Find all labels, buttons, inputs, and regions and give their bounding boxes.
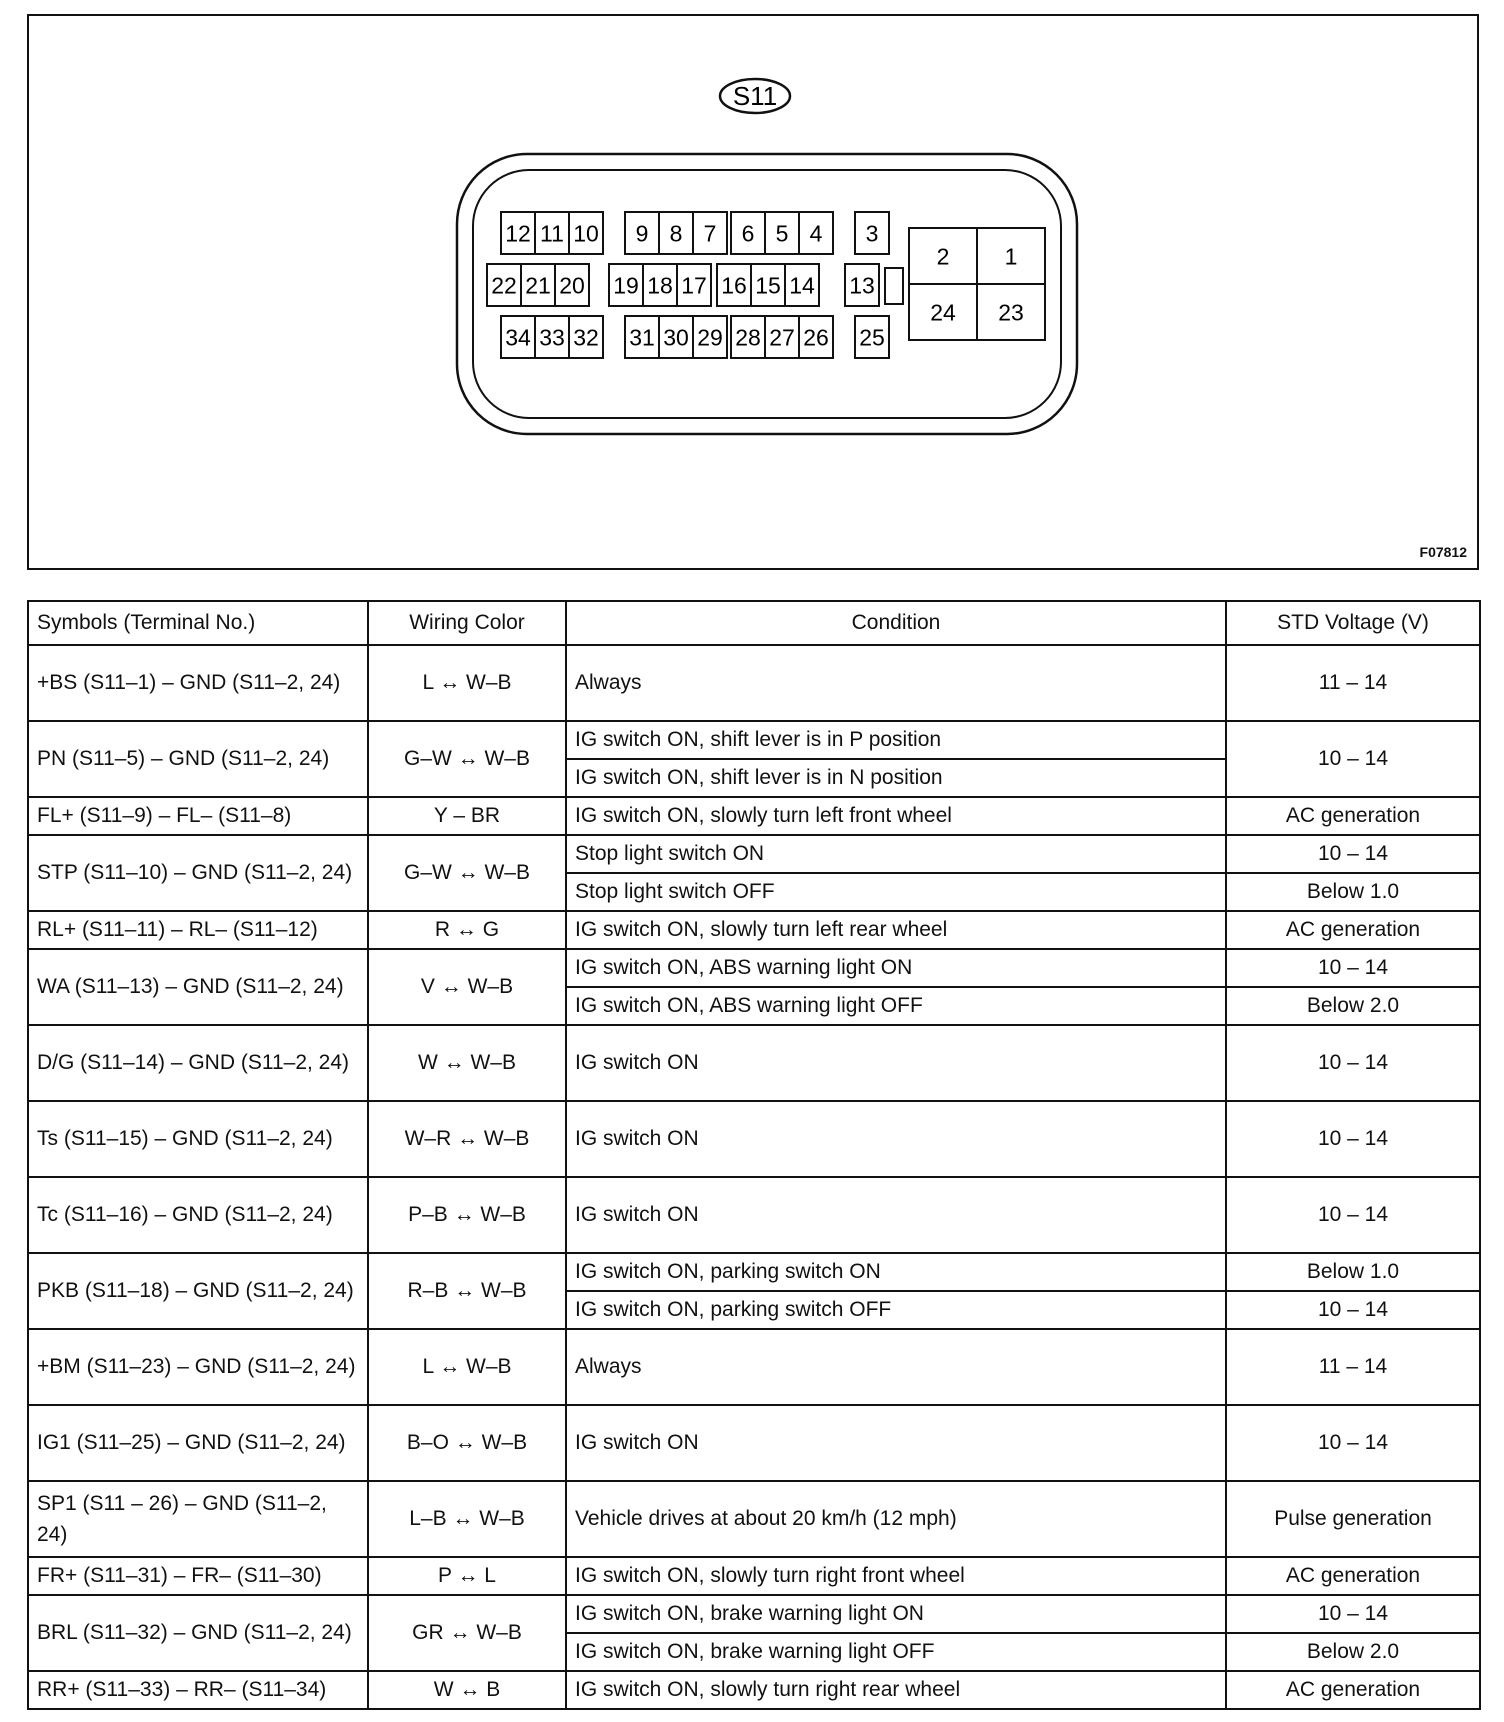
wiring-color-cell: R ↔ G xyxy=(368,911,566,949)
symbol-cell: FL+ (S11–9) – FL– (S11–8) xyxy=(28,797,368,835)
std-voltage-cell: 10 – 14 xyxy=(1226,949,1480,987)
std-voltage-cell: 10 – 14 xyxy=(1226,1177,1480,1253)
pin-17: 17 xyxy=(681,272,707,299)
symbol-cell: D/G (S11–14) – GND (S11–2, 24) xyxy=(28,1025,368,1101)
pin-28: 28 xyxy=(735,324,761,351)
symbol-cell: RR+ (S11–33) – RR– (S11–34) xyxy=(28,1671,368,1709)
pin-13: 13 xyxy=(849,272,875,299)
table-row xyxy=(28,1405,1480,1481)
table-row xyxy=(28,911,1480,949)
header-wiring-color: Wiring Color xyxy=(368,601,566,645)
table-row xyxy=(28,1253,1480,1291)
std-voltage-cell: 11 – 14 xyxy=(1226,645,1480,721)
pin-11: 11 xyxy=(540,220,564,247)
pin-19: 19 xyxy=(613,272,639,299)
terminal-voltage-table xyxy=(27,600,1481,1710)
pin-23: 23 xyxy=(998,299,1024,326)
connector-diagram-panel xyxy=(27,14,1479,570)
wiring-color-cell: GR ↔ W–B xyxy=(368,1595,566,1671)
std-voltage-cell: 10 – 14 xyxy=(1226,1101,1480,1177)
condition-cell: IG switch ON xyxy=(566,1101,1226,1177)
header-condition: Condition xyxy=(566,601,1226,645)
pin-2: 2 xyxy=(936,243,950,270)
wiring-color-cell: B–O ↔ W–B xyxy=(368,1405,566,1481)
condition-cell: IG switch ON, slowly turn left front wheel xyxy=(566,797,1226,835)
symbol-cell: PKB (S11–18) – GND (S11–2, 24) xyxy=(28,1253,368,1329)
wiring-color-cell: P ↔ L xyxy=(368,1557,566,1595)
table-header-row xyxy=(28,601,1480,645)
pin-6: 6 xyxy=(741,220,755,247)
condition-cell: Always xyxy=(566,645,1226,721)
condition-cell: IG switch ON, brake warning light ON xyxy=(566,1595,1226,1633)
symbol-cell: Ts (S11–15) – GND (S11–2, 24) xyxy=(28,1101,368,1177)
table-row xyxy=(28,1481,1480,1557)
pin-26: 26 xyxy=(803,324,829,351)
pin-12: 12 xyxy=(505,220,531,247)
pin-9: 9 xyxy=(635,220,649,247)
wiring-color-cell: L ↔ W–B xyxy=(368,645,566,721)
std-voltage-cell: 10 – 14 xyxy=(1226,835,1480,873)
std-voltage-cell: 10 – 14 xyxy=(1226,721,1480,797)
symbol-cell: PN (S11–5) – GND (S11–2, 24) xyxy=(28,721,368,797)
std-voltage-cell: 10 – 14 xyxy=(1226,1595,1480,1633)
std-voltage-cell: 10 – 14 xyxy=(1226,1291,1480,1329)
symbol-cell: WA (S11–13) – GND (S11–2, 24) xyxy=(28,949,368,1025)
symbol-cell: +BS (S11–1) – GND (S11–2, 24) xyxy=(28,645,368,721)
pin-3: 3 xyxy=(865,220,879,247)
pin-1: 1 xyxy=(1004,243,1018,270)
pin-20: 20 xyxy=(559,272,585,299)
pin-4: 4 xyxy=(809,220,823,247)
std-voltage-cell: AC generation xyxy=(1226,1671,1480,1709)
pin-22: 22 xyxy=(491,272,517,299)
condition-cell: IG switch ON, brake warning light OFF xyxy=(566,1633,1226,1671)
condition-cell: IG switch ON, slowly turn left rear wheel xyxy=(566,911,1226,949)
table-row xyxy=(28,835,1480,873)
condition-cell: IG switch ON, slowly turn right front wheel xyxy=(566,1557,1226,1595)
condition-cell: IG switch ON, parking switch ON xyxy=(566,1253,1226,1291)
symbol-cell: IG1 (S11–25) – GND (S11–2, 24) xyxy=(28,1405,368,1481)
condition-cell: Stop light switch ON xyxy=(566,835,1226,873)
std-voltage-cell: 10 – 14 xyxy=(1226,1025,1480,1101)
condition-cell: IG switch ON, slowly turn right rear wheel xyxy=(566,1671,1226,1709)
table-row xyxy=(28,721,1480,759)
wiring-color-cell: Y – BR xyxy=(368,797,566,835)
connector-label: S11 xyxy=(732,81,778,111)
std-voltage-cell: AC generation xyxy=(1226,797,1480,835)
symbol-cell: SP1 (S11 – 26) – GND (S11–2, 24) xyxy=(28,1481,368,1557)
condition-cell: Vehicle drives at about 20 km/h (12 mph) xyxy=(566,1481,1226,1557)
table-row xyxy=(28,1329,1480,1405)
pin-29: 29 xyxy=(697,324,723,351)
wiring-color-cell: G–W ↔ W–B xyxy=(368,721,566,797)
symbol-cell: RL+ (S11–11) – RL– (S11–12) xyxy=(28,911,368,949)
pin-24: 24 xyxy=(930,299,956,326)
pin-15: 15 xyxy=(755,272,781,299)
std-voltage-cell: Below 1.0 xyxy=(1226,1253,1480,1291)
std-voltage-cell: Below 2.0 xyxy=(1226,1633,1480,1671)
header-symbols: Symbols (Terminal No.) xyxy=(28,601,368,645)
wiring-color-cell: V ↔ W–B xyxy=(368,949,566,1025)
table-row xyxy=(28,1671,1480,1709)
wiring-color-cell: W ↔ W–B xyxy=(368,1025,566,1101)
symbol-cell: BRL (S11–32) – GND (S11–2, 24) xyxy=(28,1595,368,1671)
connector-s11-diagram xyxy=(29,16,1477,568)
table-row xyxy=(28,1557,1480,1595)
condition-cell: IG switch ON, parking switch OFF xyxy=(566,1291,1226,1329)
pin-10: 10 xyxy=(573,220,599,247)
wiring-color-cell: R–B ↔ W–B xyxy=(368,1253,566,1329)
condition-cell: IG switch ON xyxy=(566,1405,1226,1481)
table-row xyxy=(28,797,1480,835)
condition-cell: IG switch ON, shift lever is in N position xyxy=(566,759,1226,797)
condition-cell: Always xyxy=(566,1329,1226,1405)
condition-cell: IG switch ON xyxy=(566,1177,1226,1253)
wiring-color-cell: W–R ↔ W–B xyxy=(368,1101,566,1177)
wiring-color-cell: L–B ↔ W–B xyxy=(368,1481,566,1557)
pin-7: 7 xyxy=(703,220,717,247)
connector-pins xyxy=(487,212,1045,358)
pin-33: 33 xyxy=(539,324,565,351)
table-row xyxy=(28,1177,1480,1253)
symbol-cell: FR+ (S11–31) – FR– (S11–30) xyxy=(28,1557,368,1595)
condition-cell: IG switch ON, ABS warning light ON xyxy=(566,949,1226,987)
pin-21: 21 xyxy=(525,272,551,299)
std-voltage-cell: 10 – 14 xyxy=(1226,1405,1480,1481)
header-std-voltage: STD Voltage (V) xyxy=(1226,601,1480,645)
std-voltage-cell: Pulse generation xyxy=(1226,1481,1480,1557)
wiring-color-cell: W ↔ B xyxy=(368,1671,566,1709)
std-voltage-cell: AC generation xyxy=(1226,1557,1480,1595)
std-voltage-cell: Below 1.0 xyxy=(1226,873,1480,911)
std-voltage-cell: 11 – 14 xyxy=(1226,1329,1480,1405)
figure-code: F07812 xyxy=(1419,544,1467,560)
pin-8: 8 xyxy=(669,220,683,247)
condition-cell: IG switch ON, shift lever is in P position xyxy=(566,721,1226,759)
symbol-cell: +BM (S11–23) – GND (S11–2, 24) xyxy=(28,1329,368,1405)
table-row xyxy=(28,645,1480,721)
pin-5: 5 xyxy=(775,220,789,247)
pin-34: 34 xyxy=(505,324,531,351)
condition-cell: IG switch ON xyxy=(566,1025,1226,1101)
empty-cavity xyxy=(885,268,903,304)
condition-cell: Stop light switch OFF xyxy=(566,873,1226,911)
pin-27: 27 xyxy=(769,324,795,351)
pin-32: 32 xyxy=(573,324,599,351)
symbol-cell: STP (S11–10) – GND (S11–2, 24) xyxy=(28,835,368,911)
pin-25: 25 xyxy=(859,324,885,351)
std-voltage-cell: Below 2.0 xyxy=(1226,987,1480,1025)
std-voltage-cell: AC generation xyxy=(1226,911,1480,949)
wiring-color-cell: L ↔ W–B xyxy=(368,1329,566,1405)
pin-14: 14 xyxy=(789,272,815,299)
table-row xyxy=(28,1025,1480,1101)
table-row xyxy=(28,1595,1480,1633)
condition-cell: IG switch ON, ABS warning light OFF xyxy=(566,987,1226,1025)
pin-31: 31 xyxy=(629,324,655,351)
symbol-cell: Tc (S11–16) – GND (S11–2, 24) xyxy=(28,1177,368,1253)
wiring-color-cell: G–W ↔ W–B xyxy=(368,835,566,911)
wiring-color-cell: P–B ↔ W–B xyxy=(368,1177,566,1253)
table-row xyxy=(28,1101,1480,1177)
table-row xyxy=(28,949,1480,987)
pin-18: 18 xyxy=(647,272,673,299)
pin-16: 16 xyxy=(721,272,747,299)
pin-30: 30 xyxy=(663,324,689,351)
